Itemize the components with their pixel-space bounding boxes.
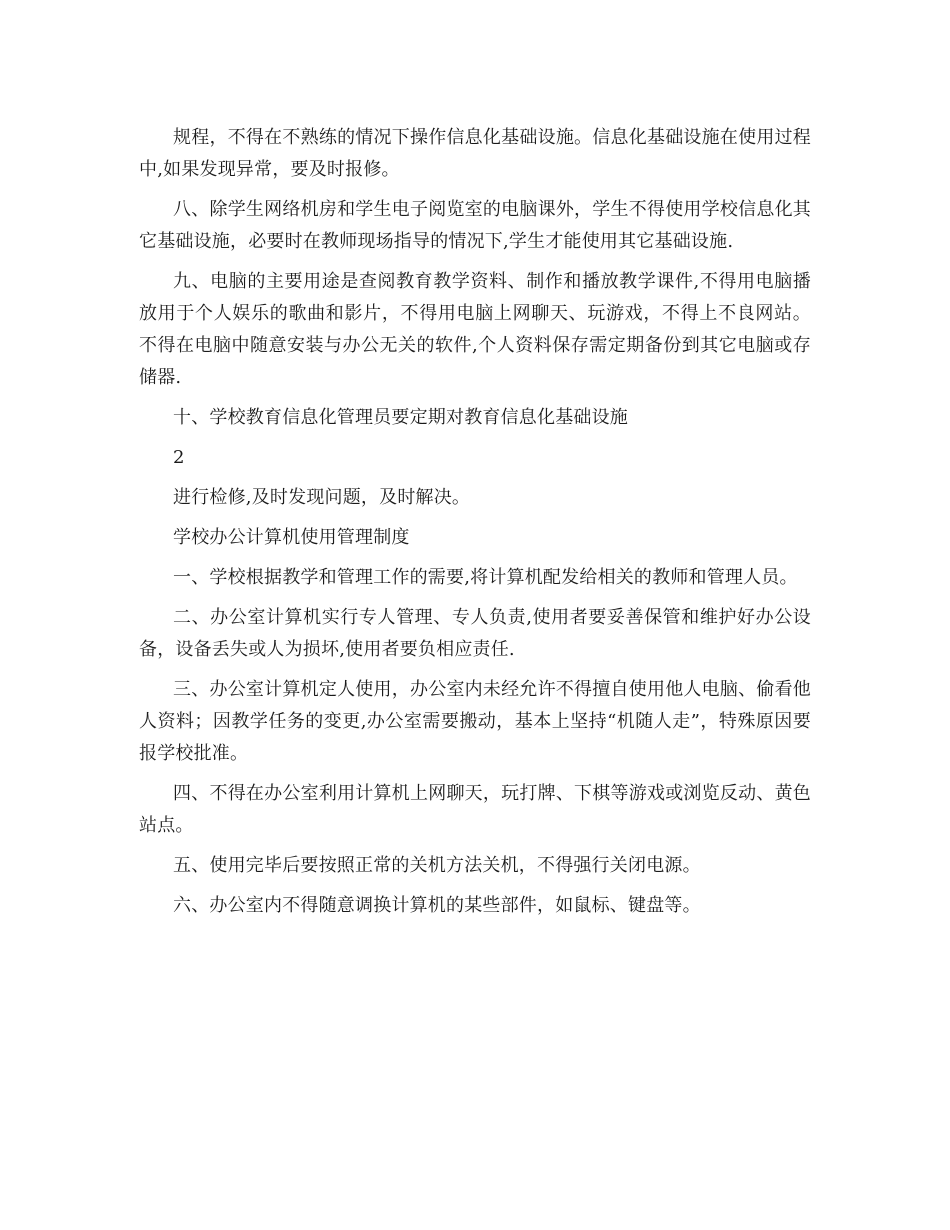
paragraph-office-rule-4: 四、不得在办公室利用计算机上网聊天，玩打牌、下棋等游戏或浏览反动、黄色站点。 — [139, 783, 811, 836]
paragraph-rule-8: 八、除学生网络机房和学生电子阅览室的电脑课外，学生不得使用学校信息化其它基础设施，必要时在教师现场指导的情况下,学生才能使用其它基础设施. — [139, 199, 811, 252]
paragraph-office-rule-5: 五、使用完毕后要按照正常的关机方法关机，不得强行关闭电源。 — [173, 855, 701, 876]
paragraph-office-rule-1: 一、学校根据教学和管理工作的需要,将计算机配发给相关的教师和管理人员。 — [173, 567, 798, 588]
paragraph-office-rule-2: 二、办公室计算机实行专人管理、专人负责,使用者要妥善保管和维护好办公设备，设备丢失或人为损坏,使用者要负相应责任. — [139, 607, 811, 660]
paragraph-rule-10-continued: 进行检修,及时发现问题，及时解决。 — [173, 487, 471, 508]
paragraph-office-rule-6: 六、办公室内不得随意调换计算机的某些部件，如鼠标、键盘等。 — [173, 895, 701, 916]
paragraph-rule-9: 九、电脑的主要用途是查阅教育教学资料、制作和播放教学课件,不得用电脑播放用于个人娱乐的歌曲和影片，不得用电脑上网聊天、玩游戏，不得上不良网站。不得在电脑中随意安装与办公无关的软件,个人资料保存需定期备份到其它电脑或存储器. — [139, 271, 811, 388]
document-body — [139, 122, 811, 930]
section-title: 学校办公计算机使用管理制度 — [173, 527, 410, 548]
paragraph-office-rule-3: 三、办公室计算机定人使用，办公室内未经允许不得擅自使用他人电脑、偷看他人资料；因教学任务的变更,办公室需要搬动，基本上坚持“机随人走”，特殊原因要报学校批准。 — [139, 679, 811, 764]
paragraph-rule-10: 十、学校教育信息化管理员要定期对教育信息化基础设施 — [173, 407, 628, 428]
paragraph-continuation: 规程，不得在不熟练的情况下操作信息化基础设施。信息化基础设施在使用过程中,如果发现异常，要及时报修。 — [139, 127, 811, 180]
page-number: 2 — [173, 447, 185, 468]
